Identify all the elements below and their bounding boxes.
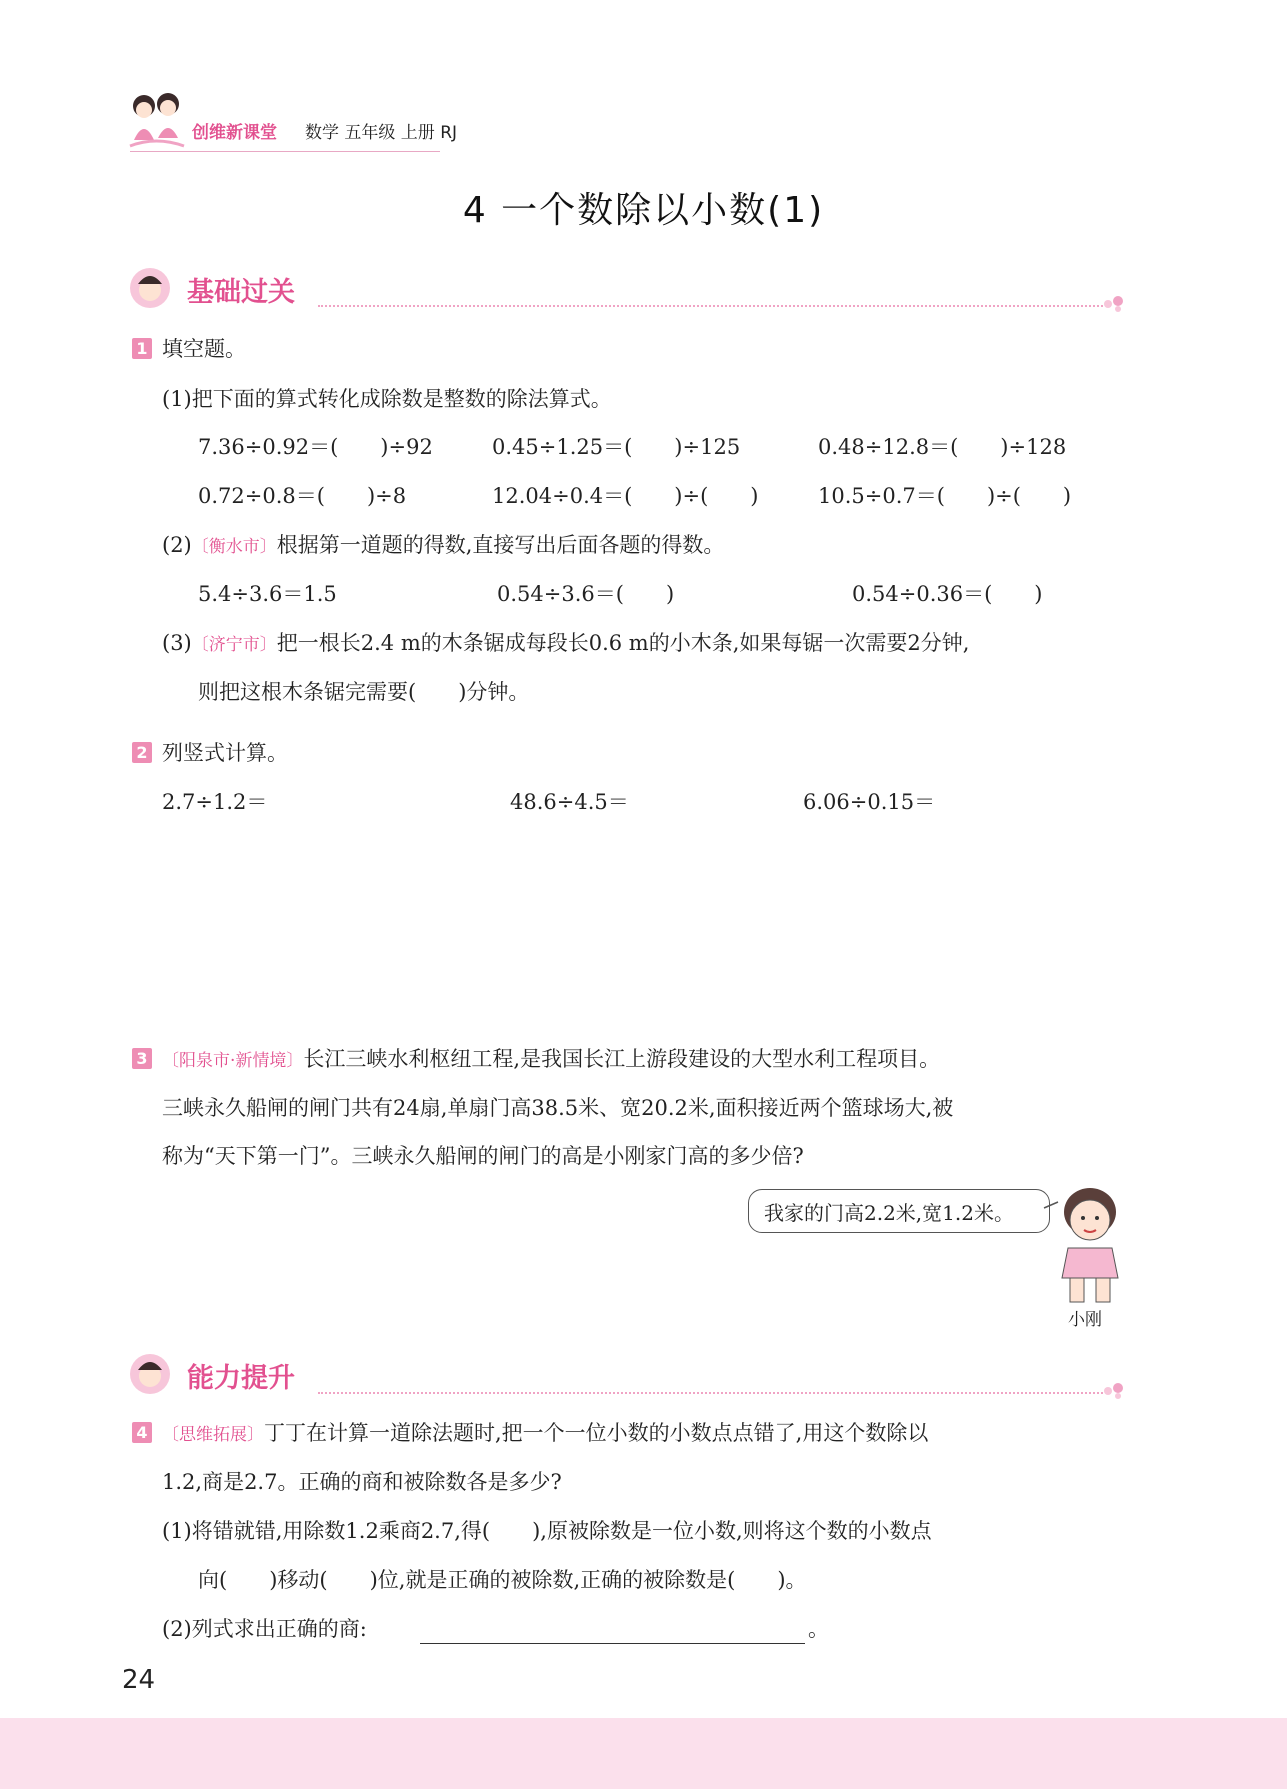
source-tag: 〔衡水市〕	[191, 537, 277, 557]
q1-expr: 0.72÷0.8＝( )÷8	[198, 484, 407, 508]
q1-part2-text: 根据第一道题的得数,直接写出后面各题的得数。	[276, 533, 725, 557]
q1-expr: 10.5÷0.7＝( )÷( )	[818, 484, 1072, 508]
q2-expr: 2.7÷1.2＝	[162, 790, 268, 814]
section-divider	[318, 1392, 1103, 1394]
q3-text: 长江三峡水利枢纽工程,是我国长江上游段建设的大型水利工程项目。	[303, 1047, 941, 1071]
q1-part2	[162, 531, 724, 561]
header-divider	[130, 151, 440, 152]
q2-title: 列竖式计算。	[162, 741, 288, 765]
q4-part1-line1: (1)将错就错,用除数1.2乘商2.7,得( ),原被除数是一位小数,则将这个数的小数点	[162, 1519, 932, 1543]
question-number-4: 4	[132, 1422, 152, 1443]
character-name: 小刚	[1068, 1310, 1102, 1330]
source-tag: 〔济宁市〕	[191, 635, 277, 655]
q4-line1	[162, 1419, 928, 1449]
q4-text: 丁丁在计算一道除法题时,把一个一位小数的小数点点错了,用这个数除以	[264, 1421, 929, 1445]
section-divider	[318, 305, 1103, 307]
q1-part2-prefix: (2)	[162, 533, 192, 557]
q4-part1-line2: 向( )移动( )位,就是正确的被除数,正确的被除数是( )。	[198, 1568, 807, 1592]
boy-character-icon	[1040, 1178, 1130, 1308]
q3-line1	[162, 1045, 940, 1075]
dots-decoration-icon	[1102, 294, 1130, 314]
q1-part2-item: 5.4÷3.6＝1.5	[198, 582, 337, 606]
q3-line3: 称为“天下第一门”。三峡永久船闸的闸门的高是小刚家门高的多少倍?	[162, 1144, 804, 1168]
header-mascot-icon	[126, 88, 188, 154]
q1-part2-item: 0.54÷0.36＝( )	[852, 582, 1043, 606]
section-title-advance: 能力提升	[187, 1363, 295, 1394]
section-title-basic: 基础过关	[187, 277, 295, 308]
page-number: 24	[122, 1665, 156, 1695]
q4-line2: 1.2,商是2.7。正确的商和被除数各是多少?	[162, 1470, 562, 1494]
q1-part1-label: (1)把下面的算式转化成除数是整数的除法算式。	[162, 387, 612, 411]
brand-name: 创维新课堂	[192, 123, 277, 143]
q1-expr: 0.48÷12.8＝( )÷128	[818, 435, 1067, 459]
section-mascot-icon	[128, 266, 176, 310]
q1-part2-item: 0.54÷3.6＝( )	[497, 582, 675, 606]
q1-expr: 12.04÷0.4＝( )÷( )	[492, 484, 759, 508]
q3-line2: 三峡永久船闸的闸门共有24扇,单扇门高38.5米、宽20.2米,面积接近两个篮球场大,被	[162, 1096, 954, 1120]
q2-expr: 48.6÷4.5＝	[510, 790, 629, 814]
speech-bubble-text: 我家的门高2.2米,宽1.2米。	[764, 1201, 1014, 1225]
footer-band	[0, 1718, 1287, 1789]
question-number-2: 2	[132, 742, 152, 763]
book-info: 数学 五年级 上册 RJ	[305, 123, 458, 143]
q1-part3-prefix: (3)	[162, 631, 192, 655]
question-number-1: 1	[132, 338, 152, 359]
section-mascot-icon	[128, 1352, 176, 1396]
dots-decoration-icon	[1102, 1381, 1130, 1401]
q1-part3-line2: 则把这根木条锯完需要( )分钟。	[198, 680, 530, 704]
answer-line[interactable]	[420, 1643, 805, 1644]
q1-expr: 7.36÷0.92＝( )÷92	[198, 435, 433, 459]
q1-part3-line1	[162, 629, 969, 659]
source-tag: 〔思维拓展〕	[162, 1425, 264, 1445]
q1-part3-text: 把一根长2.4 m的木条锯成每段长0.6 m的小木条,如果每锯一次需要2分钟,	[276, 631, 970, 655]
question-number-3: 3	[132, 1048, 152, 1069]
lesson-title: 4 一个数除以小数(1)	[462, 190, 825, 231]
source-tag: 〔阳泉市·新情境〕	[162, 1051, 304, 1071]
q2-expr: 6.06÷0.15＝	[803, 790, 936, 814]
q4-part2-end: 。	[808, 1617, 829, 1641]
q4-part2-label: (2)列式求出正确的商:	[162, 1617, 367, 1641]
q1-title: 填空题。	[162, 337, 246, 361]
q1-expr: 0.45÷1.25＝( )÷125	[492, 435, 741, 459]
